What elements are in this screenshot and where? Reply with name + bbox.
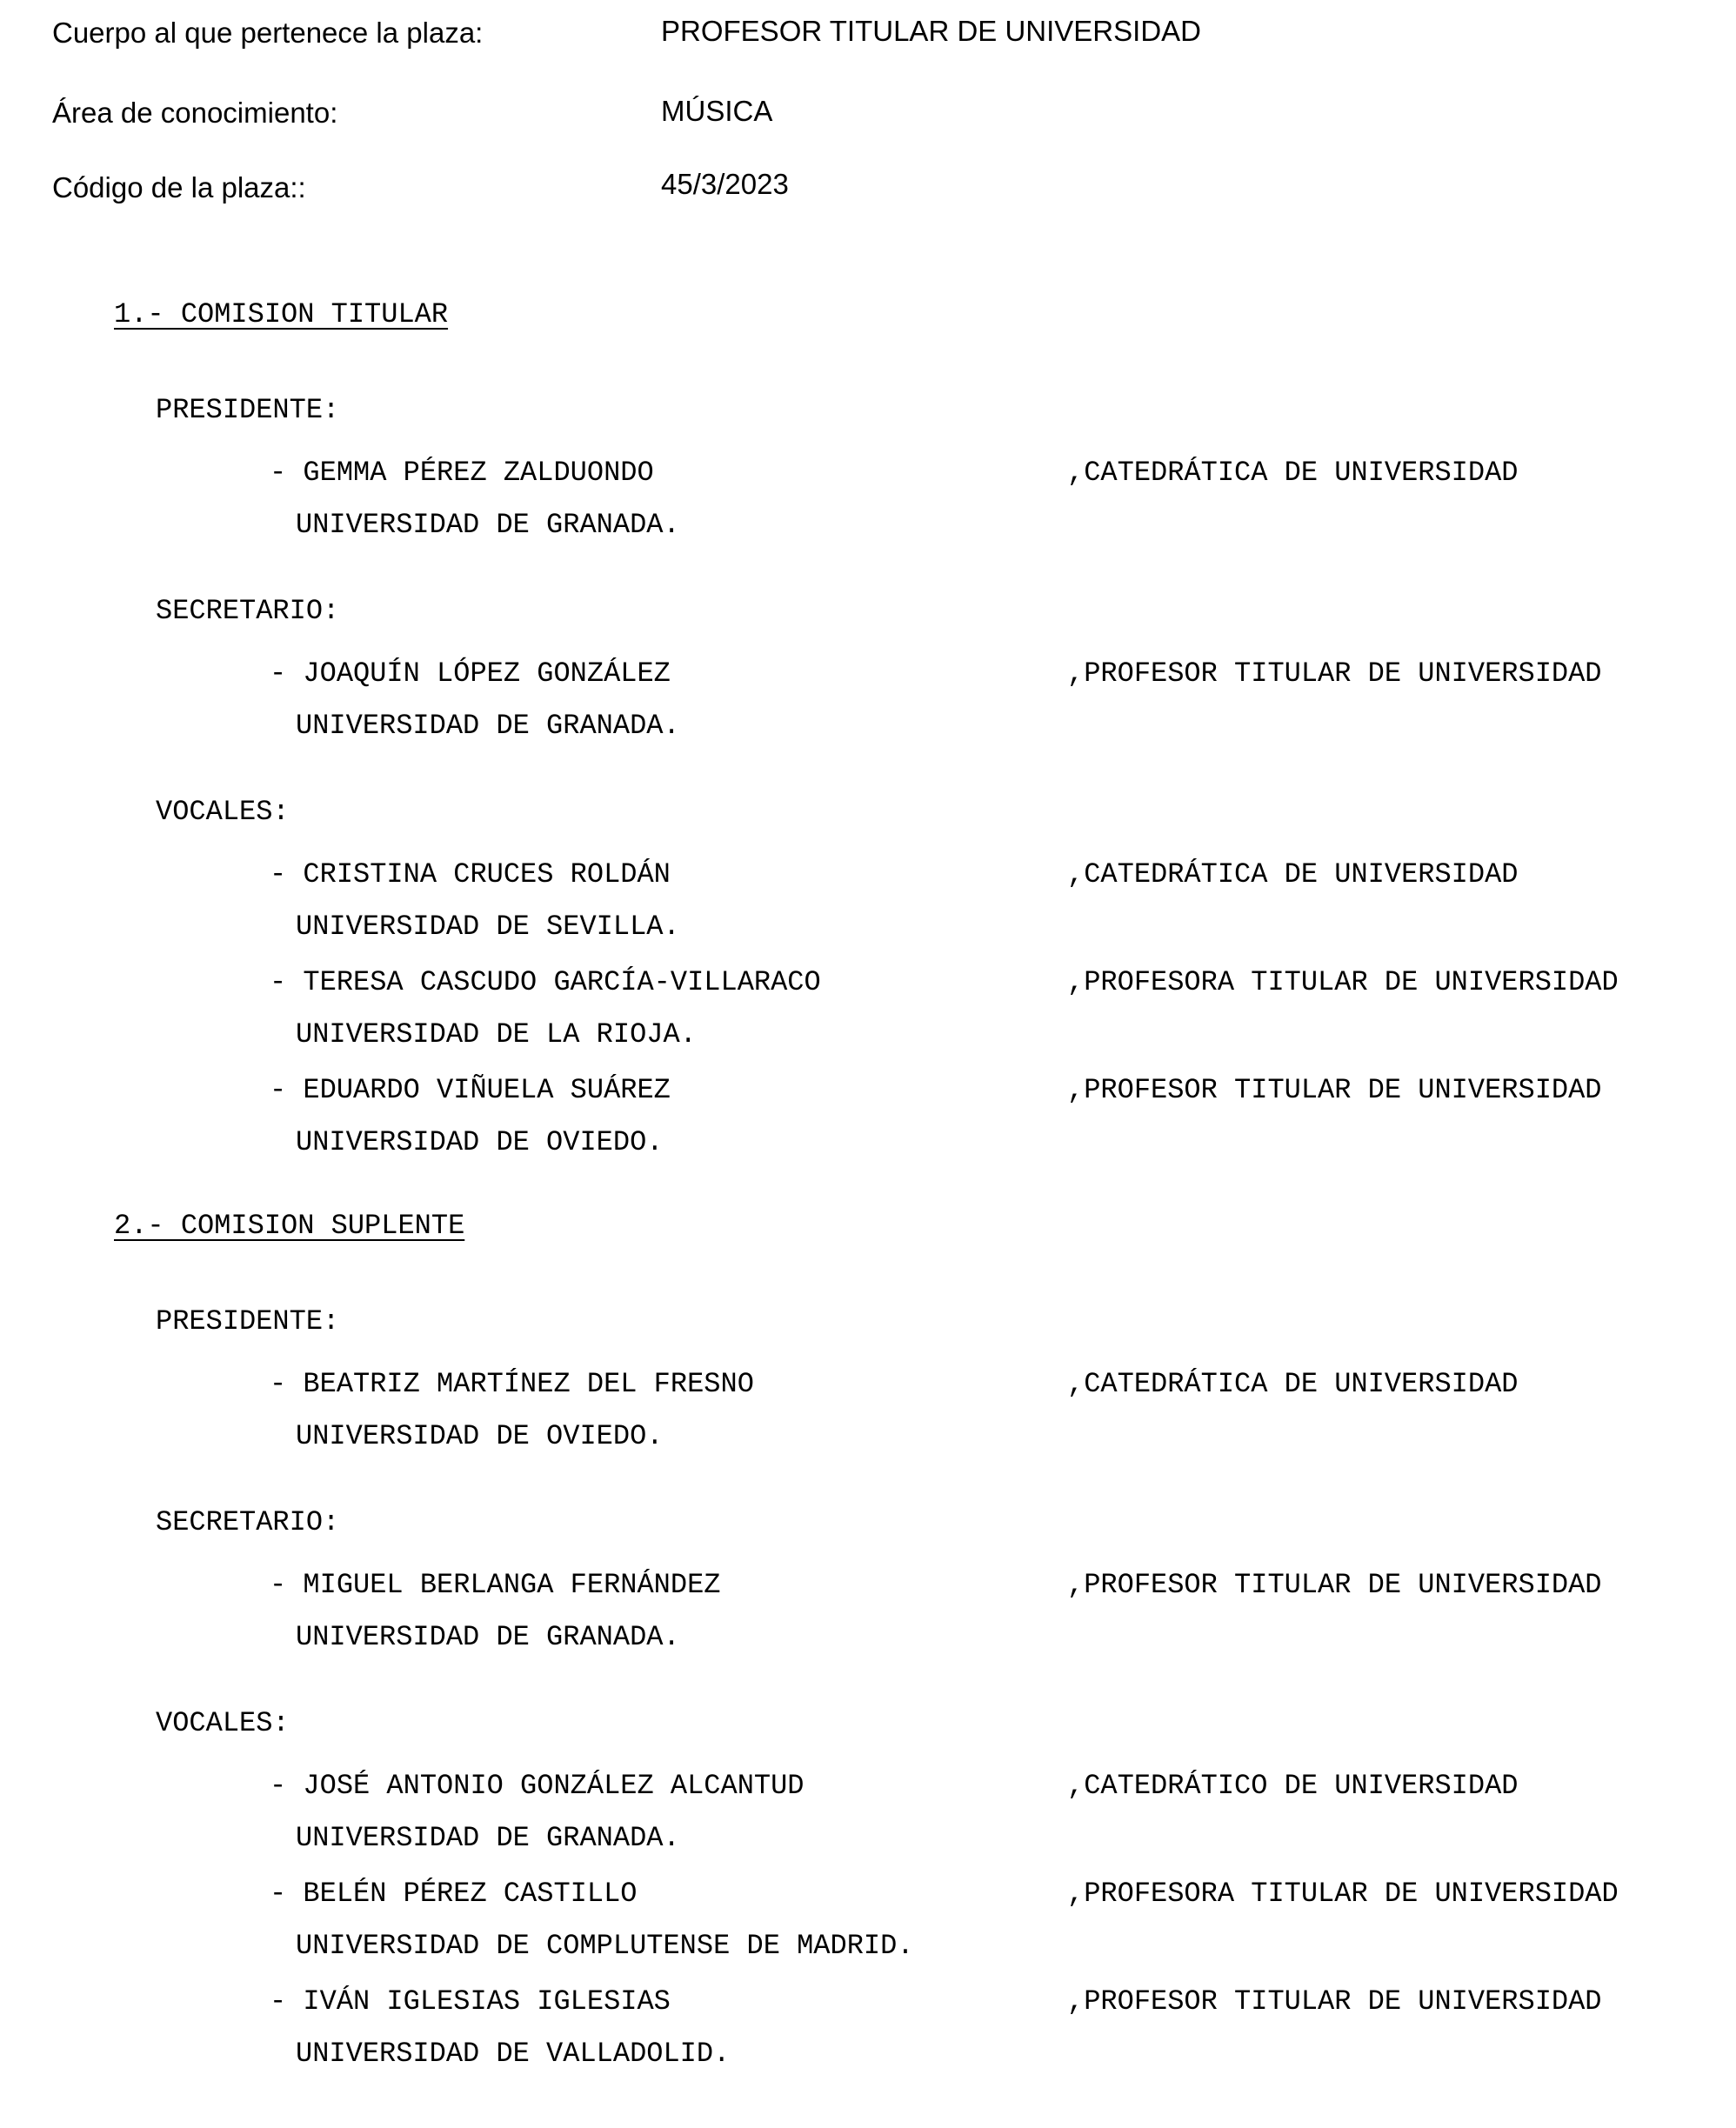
titular-secretario-position: ,PROFESOR TITULAR DE UNIVERSIDAD: [1067, 657, 1602, 690]
titular-vocal-3-position: ,PROFESOR TITULAR DE UNIVERSIDAD: [1067, 1074, 1602, 1106]
area-label: Área de conocimiento:: [52, 97, 338, 129]
titular-heading: 1.- COMISION TITULAR: [114, 298, 449, 330]
suplente-secretario-label: SECRETARIO:: [156, 1506, 340, 1538]
codigo-label: Código de la plaza::: [52, 171, 306, 203]
titular-vocal-2-university: UNIVERSIDAD DE LA RIOJA.: [296, 1018, 697, 1051]
suplente-presidente-university: UNIVERSIDAD DE OVIEDO.: [296, 1420, 664, 1452]
titular-vocal-1-name: - CRISTINA CRUCES ROLDÁN: [270, 858, 671, 891]
suplente-vocal-2-position: ,PROFESORA TITULAR DE UNIVERSIDAD: [1067, 1878, 1619, 1910]
suplente-vocal-2-university: UNIVERSIDAD DE COMPLUTENSE DE MADRID.: [296, 1930, 914, 1962]
titular-presidente-university: UNIVERSIDAD DE GRANADA.: [296, 509, 680, 541]
suplente-vocales-label: VOCALES:: [156, 1707, 290, 1739]
suplente-secretario-position: ,PROFESOR TITULAR DE UNIVERSIDAD: [1067, 1569, 1602, 1601]
suplente-vocal-3-name: - IVÁN IGLESIAS IGLESIAS: [270, 1985, 671, 2018]
titular-presidente-label: PRESIDENTE:: [156, 394, 340, 426]
titular-secretario-label: SECRETARIO:: [156, 595, 340, 627]
suplente-vocal-1-university: UNIVERSIDAD DE GRANADA.: [296, 1822, 680, 1854]
titular-secretario-name: - JOAQUÍN LÓPEZ GONZÁLEZ: [270, 657, 671, 690]
suplente-vocal-1-position: ,CATEDRÁTICO DE UNIVERSIDAD: [1067, 1770, 1519, 1802]
suplente-secretario-university: UNIVERSIDAD DE GRANADA.: [296, 1621, 680, 1653]
titular-presidente-name: - GEMMA PÉREZ ZALDUONDO: [270, 457, 654, 489]
suplente-presidente-position: ,CATEDRÁTICA DE UNIVERSIDAD: [1067, 1368, 1519, 1400]
suplente-vocal-1-name: - JOSÉ ANTONIO GONZÁLEZ ALCANTUD: [270, 1770, 805, 1802]
area-value: MÚSICA: [661, 95, 773, 127]
suplente-vocal-2-name: - BELÉN PÉREZ CASTILLO: [270, 1878, 638, 1910]
cuerpo-label: Cuerpo al que pertenece la plaza:: [52, 17, 484, 49]
suplente-heading: 2.- COMISION SUPLENTE: [114, 1210, 465, 1242]
titular-vocal-3-name: - EDUARDO VIÑUELA SUÁREZ: [270, 1074, 671, 1106]
titular-vocal-2-name: - TERESA CASCUDO GARCÍA-VILLARACO: [270, 966, 821, 998]
suplente-secretario-name: - MIGUEL BERLANGA FERNÁNDEZ: [270, 1569, 721, 1601]
suplente-presidente-name: - BEATRIZ MARTÍNEZ DEL FRESNO: [270, 1368, 754, 1400]
codigo-value: 45/3/2023: [661, 168, 789, 200]
suplente-presidente-label: PRESIDENTE:: [156, 1305, 340, 1338]
titular-secretario-university: UNIVERSIDAD DE GRANADA.: [296, 710, 680, 742]
cuerpo-value: PROFESOR TITULAR DE UNIVERSIDAD: [661, 15, 1201, 47]
titular-vocales-label: VOCALES:: [156, 796, 290, 828]
suplente-vocal-3-university: UNIVERSIDAD DE VALLADOLID.: [296, 2038, 731, 2070]
titular-vocal-1-position: ,CATEDRÁTICA DE UNIVERSIDAD: [1067, 858, 1519, 891]
titular-vocal-3-university: UNIVERSIDAD DE OVIEDO.: [296, 1126, 664, 1158]
titular-presidente-position: ,CATEDRÁTICA DE UNIVERSIDAD: [1067, 457, 1519, 489]
titular-vocal-2-position: ,PROFESORA TITULAR DE UNIVERSIDAD: [1067, 966, 1619, 998]
titular-vocal-1-university: UNIVERSIDAD DE SEVILLA.: [296, 911, 680, 943]
suplente-vocal-3-position: ,PROFESOR TITULAR DE UNIVERSIDAD: [1067, 1985, 1602, 2018]
